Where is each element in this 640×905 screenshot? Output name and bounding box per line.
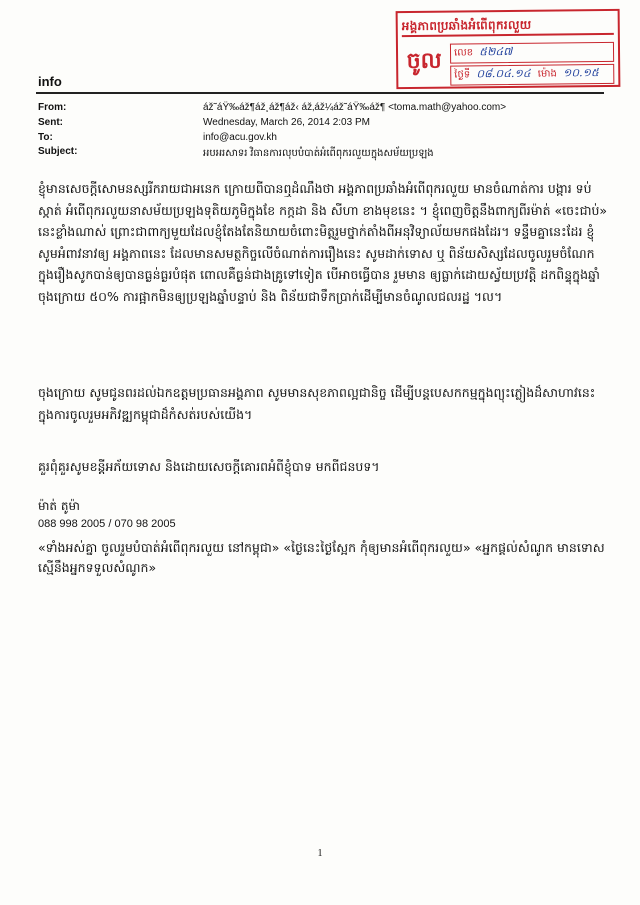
stamp-date-row bbox=[450, 64, 614, 86]
paragraph-text: ចុងក្រោយ សូមជូនពរដល់ឯកឧត្តមប្រធានអង្គភាព សូមមានសុខភាពល្អជានិច្ច ដើម្បីបន្តបេសកកម្មក្នុងព្យុះភ្លៀងដ៏សាហាវនេះ ក្នុងការចូលរួមអភិវឌ្ឍកម្ពុជាដ៏កំសត់របស់យើង។ bbox=[38, 385, 596, 422]
body-paragraph-3 bbox=[38, 456, 608, 478]
signature-phone: 088 998 2005 / 070 98 2005 bbox=[38, 518, 176, 530]
stamp-received-label: ចូល bbox=[406, 48, 442, 75]
slogan-quote: «ទាំងអស់គ្នា ចូលរួមបំបាត់អំពើពុករលួយ នៅកម្ពុជា» «ថ្ងៃនេះថ្ងៃស្អែក កុំឲ្យមានអំពើពុករលួយ» «អ្នកផ្តល់សំណូក មានទោស ស្មើនឹងអ្នកទទួលសំណូក» bbox=[38, 540, 605, 575]
received-stamp bbox=[396, 9, 621, 89]
signature-name: ម៉ាត់ តូម៉ា bbox=[38, 499, 80, 513]
from-label: From: bbox=[38, 102, 67, 113]
paragraph-text: ខ្ញុំមានសេចក្តីសោមនស្សរីករាយជាអនេក ក្រោយពីបានឮដំណឹងថា អង្គភាពប្រឆាំងអំពើពុករលួយ មានចំណាត់ការ បង្ការ ទប់ស្កាត់ អំពើពុករលួយនាសម័យប្រឡងទុតិយភូមិក្នុងខែ កក្កដា និង សីហា ខាងមុខនេះ ។ ខ្ញុំពេញចិត្តនឹងពាក្យពីរម៉ាត់ «ចេះជាប់» នេះខ្លាំងណាស់ ព្រោះជាពាក្យមួយដែលខ្ញុំតែងតែនិយាយចំពោះមិត្តរួមថ្នាក់តាំងពីអនុវិទ្យាល័យមកផងដែរ។ ទន្ទឹមគ្នានេះដែរ ខ្ញុំសូមអំពាវនាវឲ្យ អង្គភាពនេះ ដែលមានសមត្ថកិច្ចលើចំណាត់ការរឿងនេះ សូមដាក់ទោស ឬ ពិន័យសិស្សដែលចូលរួមចំណែកក្នុងរឿងសូកបាន់ឲ្យបានធ្ងន់ធ្ងរបំផុត ពោលគឺធ្ងន់ជាងគ្រូទៅទៀត បើអាចធ្វើបាន រួមមាន ឲ្យធ្លាក់ដោយស្វ័យប្រវត្តិ ដកពិន្ទុក្នុងឆ្នាំចុងក្រោយ ៥០% ការផ្អាកមិនឲ្យប្រឡងឆ្នាំបន្ទាប់ និង ពិន័យជាទឹកប្រាក់ដើម្បីមានចំណូលជលរដ្ឋ ។ល។ bbox=[38, 181, 608, 304]
body-paragraph-2 bbox=[38, 382, 608, 425]
header-rule bbox=[36, 92, 604, 94]
sent-label: Sent: bbox=[38, 117, 63, 128]
stamp-number-value: ៥២៤៧ bbox=[479, 44, 513, 59]
mailbox-name: info bbox=[38, 74, 62, 89]
subject-label: Subject: bbox=[38, 146, 78, 157]
page-number: 1 bbox=[317, 848, 323, 859]
stamp-number-row bbox=[450, 42, 614, 64]
stamp-title: អង្គភាពប្រឆាំងអំពើពុករលួយ bbox=[402, 15, 614, 37]
stamp-number-label: លេខ bbox=[453, 47, 474, 59]
to-value: info@acu.gov.kh bbox=[203, 132, 277, 143]
body-paragraph-1 bbox=[38, 178, 608, 308]
stamp-time-label: ម៉ោង bbox=[537, 68, 557, 80]
stamp-date-value: ០៨.០៤.១៤ bbox=[476, 66, 531, 81]
from-value: áž˜áŸ‰áž¶áž¸áž¶áž‹ áž‚áž¼áž˜áŸ‰áž¶ <toma.math@yahoo.com> bbox=[203, 102, 507, 113]
subject-value: អបអរសាទរ វិធានការលុបបំបាត់អំពើពុករលួយក្នុងសម័យប្រឡង bbox=[203, 148, 434, 159]
sent-value: Wednesday, March 26, 2014 2:03 PM bbox=[203, 117, 370, 128]
stamp-time-value: ១០.១៥ bbox=[562, 66, 599, 80]
stamp-date-label: ថ្ងៃទី bbox=[454, 69, 471, 81]
to-label: To: bbox=[38, 132, 53, 143]
paragraph-text: គួរពុំគួរសូមខន្តីអភ័យទោស និងដោយសេចក្តីគោរពអំពីខ្ញុំបាទ មកពីជនបទ។ bbox=[38, 459, 380, 474]
signature-block bbox=[38, 497, 608, 533]
